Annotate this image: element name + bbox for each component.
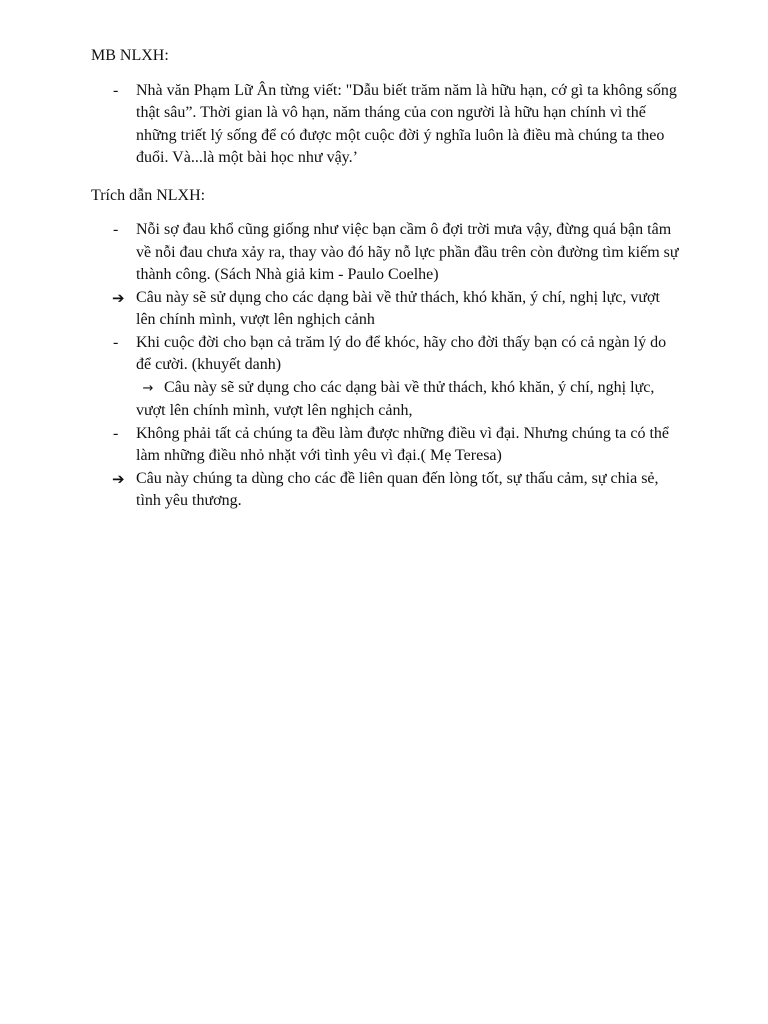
section1-list	[0, 80, 768, 170]
list-item-text: Nỗi sợ đau khổ cũng giống như việc bạn cầm ô đợi trời mưa vậy, đừng quá bận tâm về nỗi đau chưa xảy ra, thay vào đó hãy nỗ lực phần đầu trên còn đường tìm kiếm sự thành công. (Sách Nhà giả kim - Paulo Coelhe)	[136, 221, 679, 283]
list-item	[0, 219, 681, 287]
list-item	[0, 80, 681, 170]
section2-list	[0, 219, 768, 513]
right-arrow-icon: →	[142, 380, 154, 396]
section-heading-mb-nlxh: MB NLXH:	[91, 47, 169, 64]
list-item-text: Câu này sẽ sử dụng cho các dạng bài về thử thách, khó khăn, ý chí, nghị lực, vượt lên chính mình, vượt lên nghịch cảnh	[136, 288, 660, 328]
list-item-text: Câu này chúng ta dùng cho các đề liên quan đến lòng tốt, sự thấu cảm, sự chia sẻ, tình yêu thương.	[136, 469, 659, 509]
list-item-note: Câu này sẽ sử dụng cho các dạng bài về thử thách, khó khăn, ý chí, nghị lực, vượt lên chính mình, vượt lên nghịch cảnh,	[136, 378, 655, 419]
list-item-text: Không phải tất cả chúng ta đều làm được những điều vì đại. Nhưng chúng ta có thể làm những điều nhỏ nhặt với tình yêu vì đại.( Mẹ Teresa)	[136, 424, 670, 464]
dash-bullet: -	[113, 424, 119, 442]
dash-bullet: -	[113, 81, 119, 99]
list-item-text: Khi cuộc đời cho bạn cả trăm lý do để khóc, hãy cho đời thấy bạn có cả ngàn lý do để cười. (khuyết danh)	[136, 333, 667, 373]
list-item	[0, 287, 681, 332]
dash-bullet: -	[113, 333, 119, 351]
list-item	[0, 468, 681, 513]
arrow-bullet-icon: ➔	[112, 288, 125, 307]
list-item	[0, 423, 681, 468]
list-item-text: Nhà văn Phạm Lữ Ân từng viết: "Dẫu biết trăm năm là hữu hạn, cớ gì ta không sống thật sâu”. Thời gian là vô hạn, năm tháng của con người là hữu hạn chính vì thế những triết lý sống để có được một cuộc đời ý nghĩa luôn là điều mà chúng ta theo đuổi. Và...là một bài học như vậy.’	[136, 81, 677, 166]
list-item	[0, 332, 681, 423]
arrow-bullet-icon: ➔	[112, 469, 125, 488]
dash-bullet: -	[113, 221, 119, 238]
section-heading-trich-dan: Trích dẫn NLXH:	[91, 186, 206, 204]
